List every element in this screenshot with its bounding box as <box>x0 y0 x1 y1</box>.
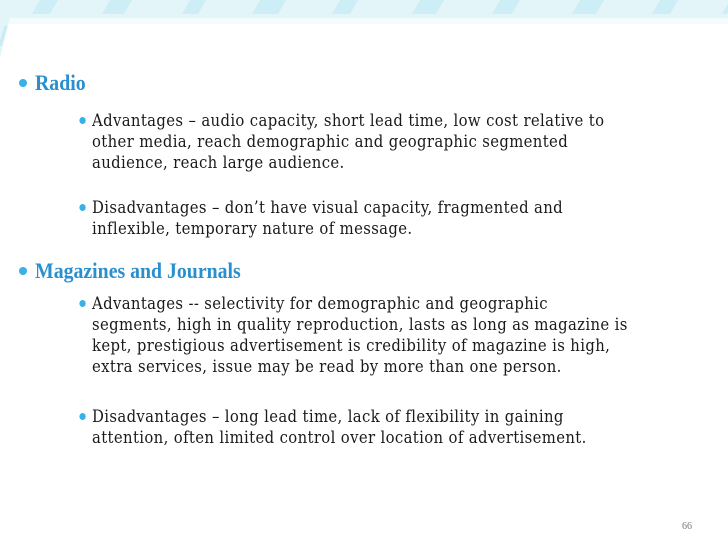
section-title: Radio <box>35 70 86 95</box>
bullet-point <box>92 110 604 173</box>
bullet-text-line: Advantages -- selectivity for demographic and geographic <box>92 294 548 313</box>
sub-bullet-dot-icon <box>79 204 85 211</box>
bullet-point <box>92 406 587 448</box>
bullet-text-line: attention, often limited control over location of advertisement. <box>92 428 587 447</box>
bullet-text-line: Disadvantages – long lead time, lack of flexibility in gaining <box>92 407 564 426</box>
section-heading <box>19 70 91 96</box>
sub-bullet-dot-icon <box>79 300 85 307</box>
section-heading <box>19 258 264 284</box>
bullet-dot-icon <box>19 267 27 275</box>
bullet-text-line: Disadvantages – don’t have visual capacity, fragmented and <box>92 198 564 217</box>
bullet-point <box>92 197 563 239</box>
bullet-text-line: other media, reach demographic and geographic segmented <box>92 132 569 151</box>
bullet-text-line: audience, reach large audience. <box>92 153 345 172</box>
section-title: Magazines and Journals <box>35 258 241 283</box>
sub-bullet-dot-icon <box>79 413 85 420</box>
bullet-text-line: inflexible, temporary nature of message. <box>92 219 413 238</box>
bullet-text-line: Advantages – audio capacity, short lead time, low cost relative to <box>92 111 605 130</box>
bullet-point <box>92 293 628 377</box>
bullet-dot-icon <box>19 79 27 87</box>
sub-bullet-dot-icon <box>79 117 85 124</box>
bullet-text-line: extra services, issue may be read by more than one person. <box>92 357 562 376</box>
bullet-text-line: kept, prestigious advertisement is credibility of magazine is high, <box>92 336 611 355</box>
page-number: 66 <box>682 521 692 532</box>
bullet-text-line: segments, high in quality reproduction, lasts as long as magazine is <box>92 315 628 334</box>
